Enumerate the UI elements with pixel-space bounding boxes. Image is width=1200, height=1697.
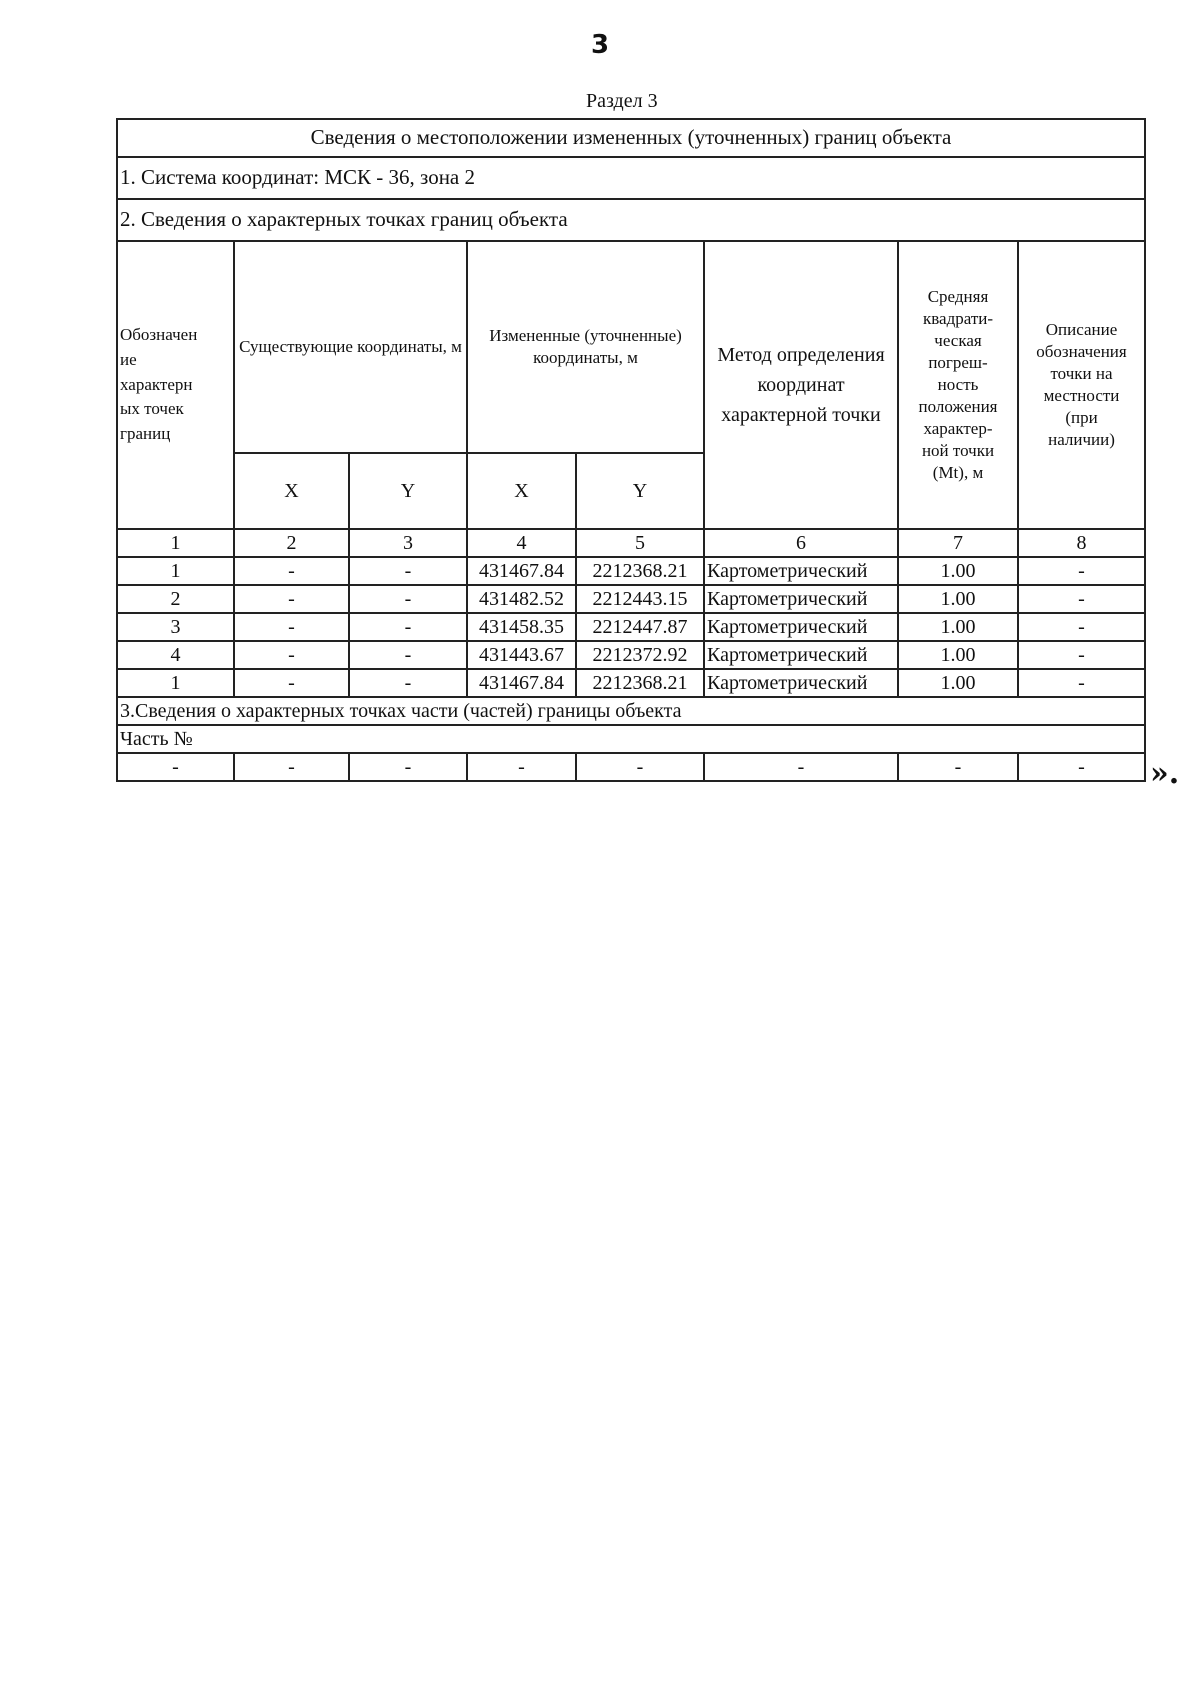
part-cell: - [576, 753, 704, 781]
header-changed: Измененные (уточненные) координаты, м [467, 241, 704, 453]
cell-method: Картометрический [704, 613, 898, 641]
cell-y-changed: 2212443.15 [576, 585, 704, 613]
cell-y-existing: - [349, 557, 467, 585]
cell-description: - [1018, 641, 1145, 669]
cell-x-existing: - [234, 641, 349, 669]
column-number: 5 [576, 529, 704, 557]
table-row [117, 557, 1145, 585]
part-cell: - [1018, 753, 1145, 781]
closing-quote: ». [1150, 756, 1180, 791]
part-cell: - [467, 753, 576, 781]
part-cell: - [704, 753, 898, 781]
cell-error: 1.00 [898, 613, 1018, 641]
table-row [117, 641, 1145, 669]
column-number: 4 [467, 529, 576, 557]
part-cell: - [234, 753, 349, 781]
cell-point: 3 [117, 613, 234, 641]
column-number: 2 [234, 529, 349, 557]
cell-x-existing: - [234, 585, 349, 613]
cell-x-changed: 431482.52 [467, 585, 576, 613]
cell-error: 1.00 [898, 669, 1018, 697]
cell-error: 1.00 [898, 641, 1018, 669]
cell-method: Картометрический [704, 669, 898, 697]
cell-x-changed: 431458.35 [467, 613, 576, 641]
cell-x-changed: 431467.84 [467, 557, 576, 585]
coord-system: 1. Система координат: МСК - 36, зона 2 [117, 157, 1145, 199]
cell-y-existing: - [349, 669, 467, 697]
cell-method: Картометрический [704, 641, 898, 669]
cell-point: 1 [117, 557, 234, 585]
cell-y-changed: 2212368.21 [576, 669, 704, 697]
cell-error: 1.00 [898, 557, 1018, 585]
cell-x-changed: 431467.84 [467, 669, 576, 697]
table-title: Сведения о местоположении измененных (уточненных) границ объекта [117, 119, 1145, 157]
header-description: Описание обозначения точки на местности (при наличии) [1018, 241, 1145, 529]
column-number: 6 [704, 529, 898, 557]
header-x-existing: X [234, 453, 349, 529]
cell-description: - [1018, 669, 1145, 697]
cell-x-existing: - [234, 669, 349, 697]
parts-heading: 3.Сведения о характерных точках части (частей) границы объекта [117, 697, 1145, 725]
cell-y-changed: 2212447.87 [576, 613, 704, 641]
cell-x-existing: - [234, 557, 349, 585]
cell-point: 2 [117, 585, 234, 613]
column-numbers-row [117, 529, 1145, 557]
header-y-existing: Y [349, 453, 467, 529]
table-row [117, 613, 1145, 641]
cell-method: Картометрический [704, 557, 898, 585]
header-existing: Существующие координаты, м [234, 241, 467, 453]
part-cell: - [898, 753, 1018, 781]
cell-description: - [1018, 585, 1145, 613]
section-label: Раздел 3 [586, 90, 658, 112]
cell-y-existing: - [349, 585, 467, 613]
part-row [117, 753, 1145, 781]
cell-y-changed: 2212372.92 [576, 641, 704, 669]
part-cell: - [117, 753, 234, 781]
column-number: 1 [117, 529, 234, 557]
header-y-changed: Y [576, 453, 704, 529]
part-cell: - [349, 753, 467, 781]
cell-description: - [1018, 613, 1145, 641]
page-number: 3 [590, 30, 610, 60]
cell-y-changed: 2212368.21 [576, 557, 704, 585]
cell-point: 1 [117, 669, 234, 697]
column-number: 3 [349, 529, 467, 557]
header-error: Средняя квадрати- ческая погреш- ность положения характер- ной точки (Mt), м [898, 241, 1018, 529]
points-heading: 2. Сведения о характерных точках границ объекта [117, 199, 1145, 241]
column-number: 7 [898, 529, 1018, 557]
cell-error: 1.00 [898, 585, 1018, 613]
cell-method: Картометрический [704, 585, 898, 613]
cell-y-existing: - [349, 613, 467, 641]
header-method: Метод определения координат характерной точки [704, 241, 898, 529]
cell-x-changed: 431443.67 [467, 641, 576, 669]
part-label: Часть № [117, 725, 1145, 753]
column-number: 8 [1018, 529, 1145, 557]
cell-x-existing: - [234, 613, 349, 641]
cell-point: 4 [117, 641, 234, 669]
header-x-changed: X [467, 453, 576, 529]
cell-y-existing: - [349, 641, 467, 669]
cell-description: - [1018, 557, 1145, 585]
boundary-coordinates-table [116, 118, 1146, 782]
header-designation: Обозначен ие характерн ых точек границ [117, 241, 234, 529]
table-row [117, 585, 1145, 613]
table-row [117, 669, 1145, 697]
